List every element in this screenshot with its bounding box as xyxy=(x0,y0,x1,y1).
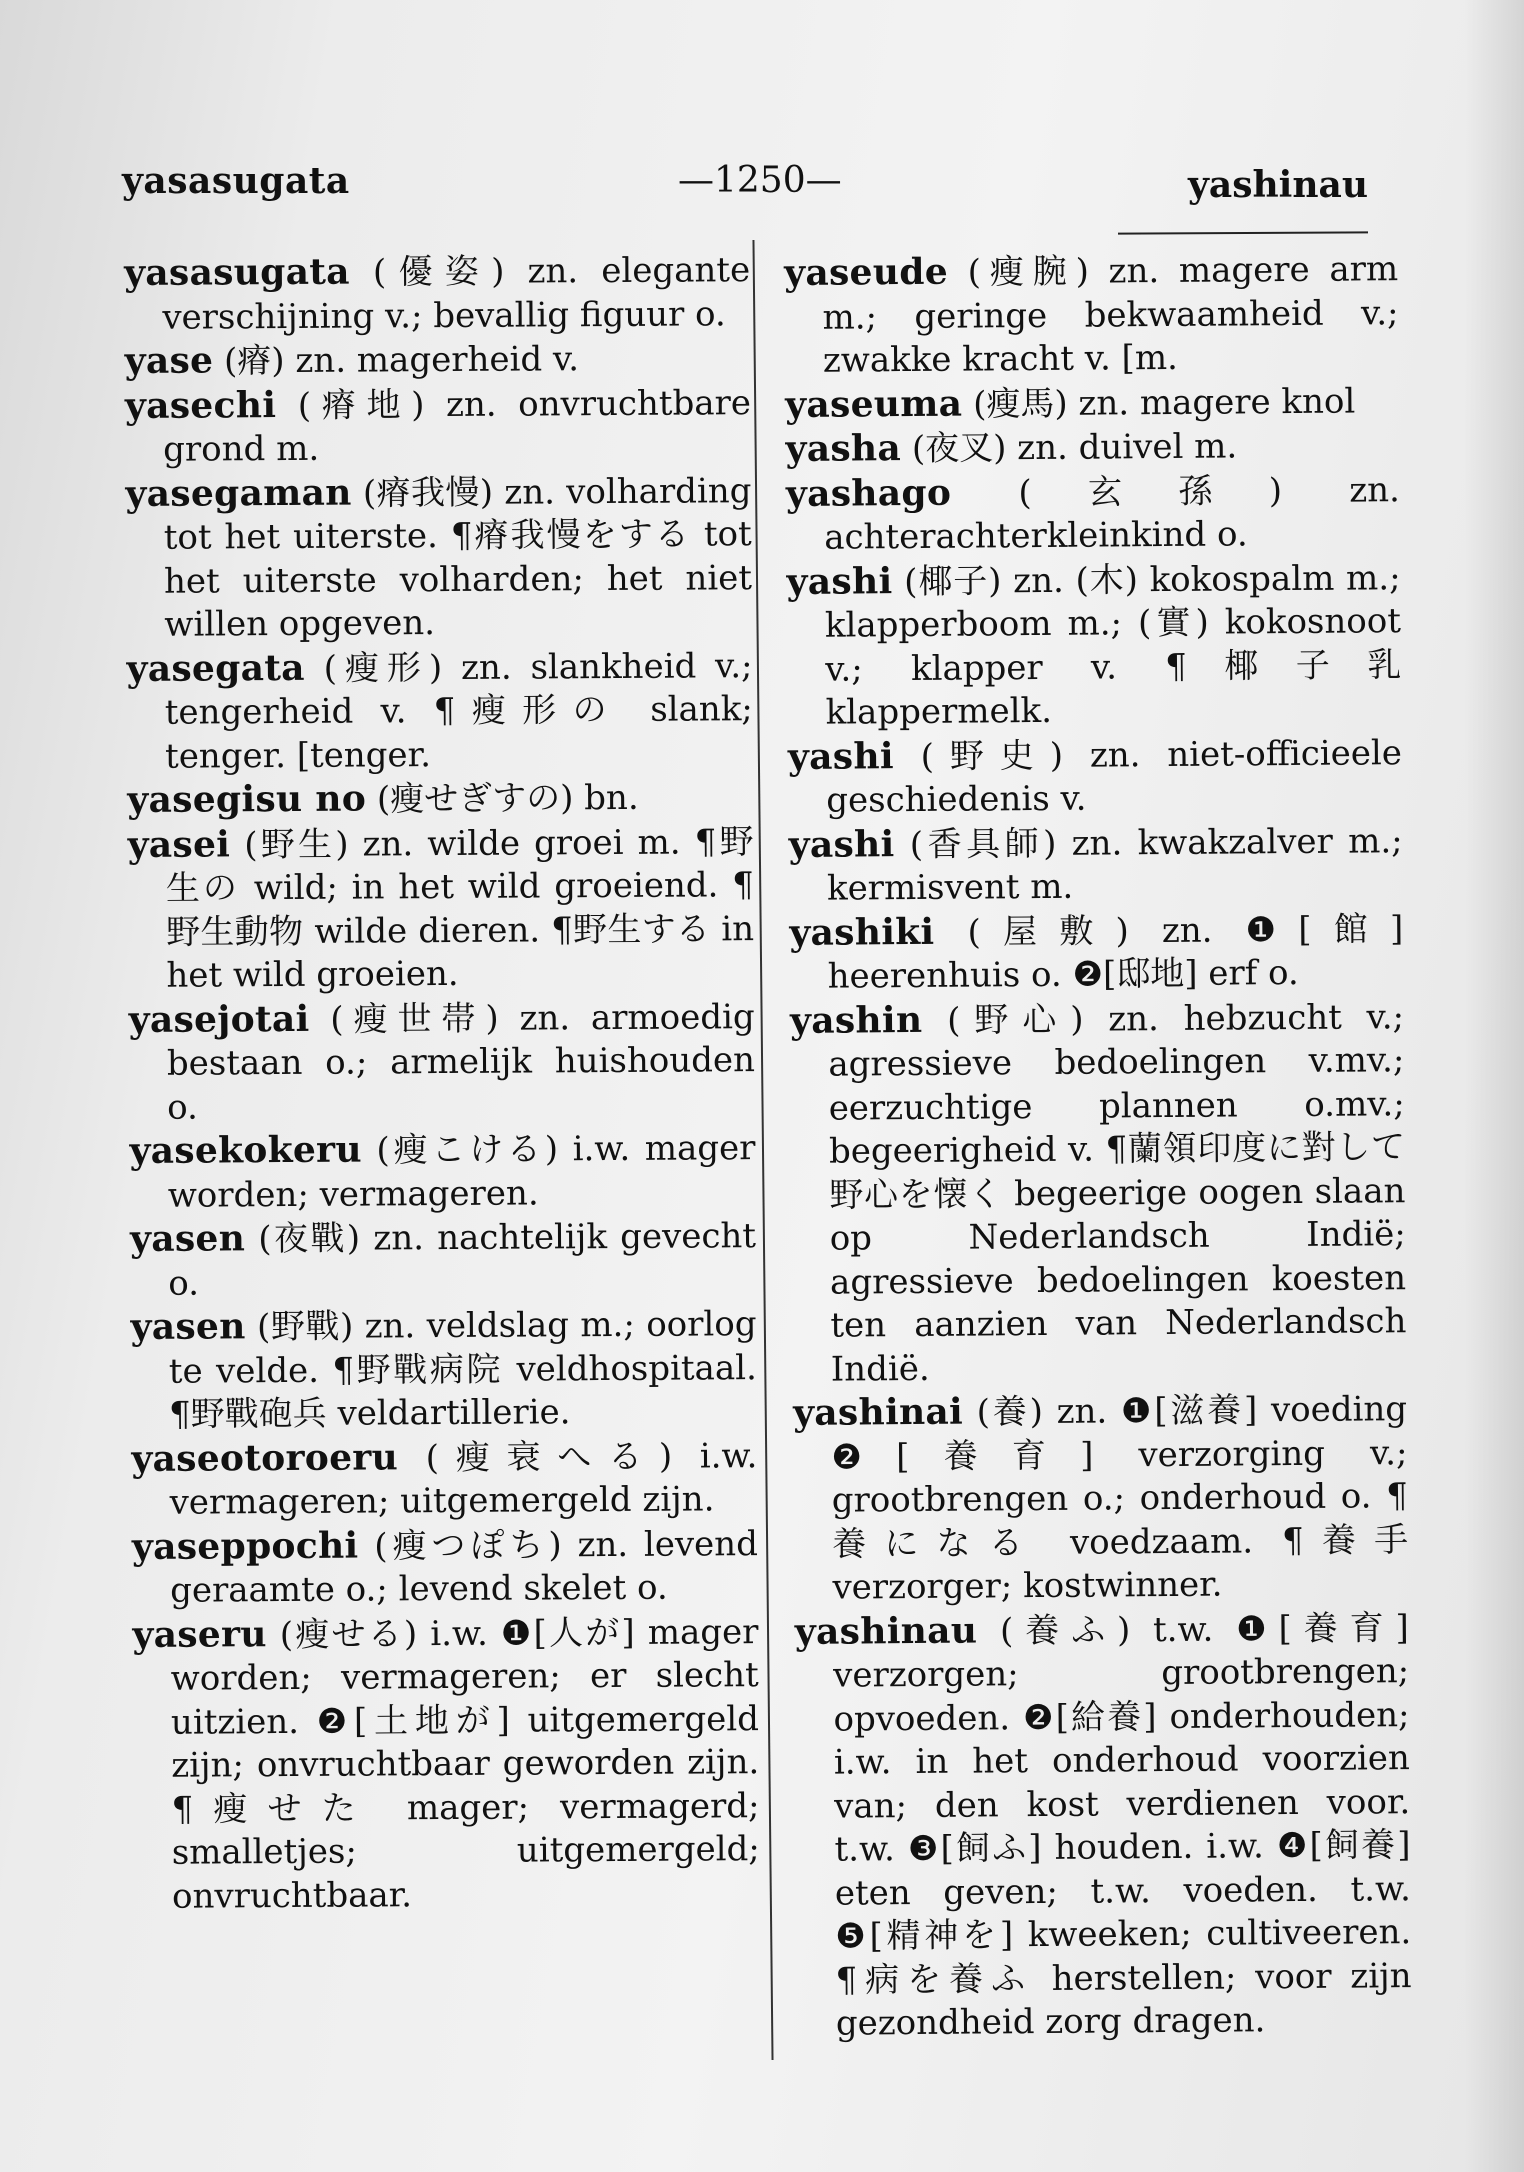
dictionary-entry xyxy=(131,1434,758,1526)
entry-definition: (瘠地) zn. onvruchtbare grond m. xyxy=(163,382,752,470)
dictionary-entry xyxy=(784,247,1399,383)
page-number: —1250— xyxy=(678,160,842,201)
dictionary-entry xyxy=(130,1302,757,1437)
dictionary-entry xyxy=(127,775,753,823)
dictionary-entry xyxy=(127,820,754,999)
headword: yaseppochi xyxy=(131,1524,359,1568)
headword: yase xyxy=(124,339,214,382)
dictionary-entry xyxy=(129,995,756,1130)
headword: yasasugata xyxy=(124,250,350,294)
page-edge-shadow xyxy=(1464,0,1524,2172)
dictionary-entry xyxy=(125,336,751,384)
entry-definition: (瘦世帯) zn. armoedig bestaan o.; armelijk huishouden o. xyxy=(166,996,756,1128)
dictionary-entry xyxy=(790,995,1407,1392)
entry-definition: (瘠我慢) zn. volharding tot het uiterste. ¶瘠我慢をする tot het uiterste volharden; het niet willen opgeven. xyxy=(163,470,753,645)
header-rule xyxy=(1118,231,1368,234)
entry-definition: (野心) zn. hebzucht v.; agressieve bedoelingen v.mv.; eerzuchtige plannen o.mv.; begeerigheid v. ¶蘭領印度に對して野心を懐く begeerige oogen slaan op Nederlandsch Indië; agressieve bedoelingen koesten ten aanzien van Nederlandsch Indië. xyxy=(828,996,1407,1390)
dictionary-entry xyxy=(129,1126,756,1218)
left-column xyxy=(124,248,760,1919)
dictionary-entry xyxy=(793,1387,1409,1610)
entry-definition: (屋敷) zn. ❶[館] heerenhuis o. ❷[邸地] erf o. xyxy=(827,908,1404,997)
entry-definition: (瘦衰へる) i.w. vermageren; uitgemergeld zijn. xyxy=(169,1435,758,1523)
headword: yashinau xyxy=(794,1609,978,1653)
headword: yasekokeru xyxy=(129,1128,362,1172)
headword: yaseru xyxy=(132,1612,267,1656)
entry-definition: (養) zn. ❶[滋養] voeding ❷[養育] verzorging v.; grootbrengen o.; onderhoud o. ¶養になる voedzaam. ¶養手 verzorger; kostwinner. xyxy=(831,1389,1409,1608)
dictionary-entry xyxy=(788,819,1403,912)
headword: yashi xyxy=(788,822,895,866)
headword: yasejotai xyxy=(128,997,310,1041)
dictionary-entry xyxy=(125,381,752,473)
headword: yasegata xyxy=(126,646,305,690)
headword: yaseotoroeru xyxy=(131,1435,399,1480)
entry-definition: (香具師) zn. kwakzalver m.; kermisvent m. xyxy=(826,820,1403,909)
headword: yasen xyxy=(129,1217,246,1260)
entry-definition: (優姿) zn. elegante verschijning v.; bevallig figuur o. xyxy=(162,250,751,338)
headword: yashin xyxy=(789,998,923,1042)
headword: yashiki xyxy=(789,910,935,954)
headword: yasegaman xyxy=(125,471,352,515)
dictionary-entry xyxy=(786,556,1401,736)
entry-definition: (瘦腕) zn. magere arm m.; geringe bekwaamheid v.; zwakke kracht v. [m. xyxy=(822,249,1399,381)
dictionary-entry xyxy=(788,731,1403,824)
headword: yashago xyxy=(785,471,952,515)
dictionary-entry xyxy=(785,423,1399,472)
entry-definition: (瘦せる) i.w. ❶[人が] mager worden; vermageren; er slecht uitzien. ❷[土地が] uitgemergeld zijn; onvruchtbaar geworden zijn. ¶瘦せた mager; vermagerd; smalletjes; uitgemergeld; onvruchtbaar. xyxy=(170,1611,760,1917)
entry-definition: (野史) zn. niet-officieele geschiedenis v. xyxy=(826,732,1403,821)
dictionary-entry xyxy=(126,644,753,779)
headword: yaseuma xyxy=(785,382,963,426)
entry-definition: (瘦せぎすの) bn. xyxy=(365,777,639,820)
page-header xyxy=(118,160,1368,220)
entry-definition: (夜叉) zn. duivel m. xyxy=(900,426,1238,470)
dictionary-entry xyxy=(132,1610,760,1919)
headword: yasechi xyxy=(124,383,277,427)
entry-definition: (玄孫) zn. achterachterkleinkind o. xyxy=(824,469,1401,558)
dictionary-entry xyxy=(785,379,1399,428)
dictionary-entry xyxy=(786,468,1401,561)
right-guide-word: yashinau xyxy=(1187,164,1368,206)
entry-definition: (椰子) zn. (木) kokospalm m.; klapperboom m.; (實) kokosnoot v.; klapper v. ¶椰子乳 klappermelk. xyxy=(824,557,1402,733)
headword: yashi xyxy=(786,559,893,603)
entry-definition: (野戰) zn. veldslag m.; oorlog te velde. ¶野戰病院 veldhospitaal. ¶野戰砲兵 veldartillerie. xyxy=(168,1304,757,1435)
left-guide-word: yasasugata xyxy=(122,160,350,202)
headword: yashinai xyxy=(792,1390,964,1434)
entry-definition: (瘦馬) zn. magere knol xyxy=(962,381,1356,425)
entry-definition: (瘠) zn. magerheid v. xyxy=(213,339,580,382)
entry-definition: (瘦形) zn. slankheid v.; tengerheid v. ¶瘦形の slank; tenger. [tenger. xyxy=(164,645,753,777)
entry-definition: (夜戰) zn. nachtelijk gevecht o. xyxy=(168,1216,757,1304)
entry-definition: (瘦こける) i.w. mager worden; vermageren. xyxy=(167,1128,756,1216)
dictionary-entry xyxy=(124,248,751,340)
entry-definition: (瘦つぽち) zn. levend geraamte o.; levend skelet o. xyxy=(170,1523,759,1611)
headword: yasei xyxy=(127,822,231,866)
headword: yashi xyxy=(787,734,894,778)
entry-definition: (野生) zn. wilde groei m. ¶野生の wild; in het wild groeiend. ¶野生動物 wilde dieren. ¶野生する in het wild groeien. xyxy=(165,821,755,996)
dictionary-entry xyxy=(132,1522,759,1614)
headword: yasegisu no xyxy=(127,777,367,821)
right-column xyxy=(784,247,1412,2046)
headword: yasha xyxy=(785,427,902,470)
dictionary-entry xyxy=(795,1606,1412,2047)
entry-definition: (養ふ) t.w. ❶[養育] verzorgen; grootbrengen; opvoeden. ❷[給養] onderhouden; i.w. in het onderhoud voorzien van; den kost verdienen voor. t.w. ❸[飼ふ] houden. i.w. ❹[飼養] eten geven; t.w. voeden. t.w. ❺[精神を] kweeken; cultiveeren. ¶病を養ふ herstellen; voor zijn gezondheid zorg dragen. xyxy=(833,1607,1412,2044)
headword: yaseude xyxy=(784,250,949,294)
dictionary-entry xyxy=(125,469,752,648)
dictionary-entry xyxy=(789,907,1404,1000)
headword: yasen xyxy=(130,1305,246,1348)
dictionary-entry xyxy=(130,1214,757,1306)
